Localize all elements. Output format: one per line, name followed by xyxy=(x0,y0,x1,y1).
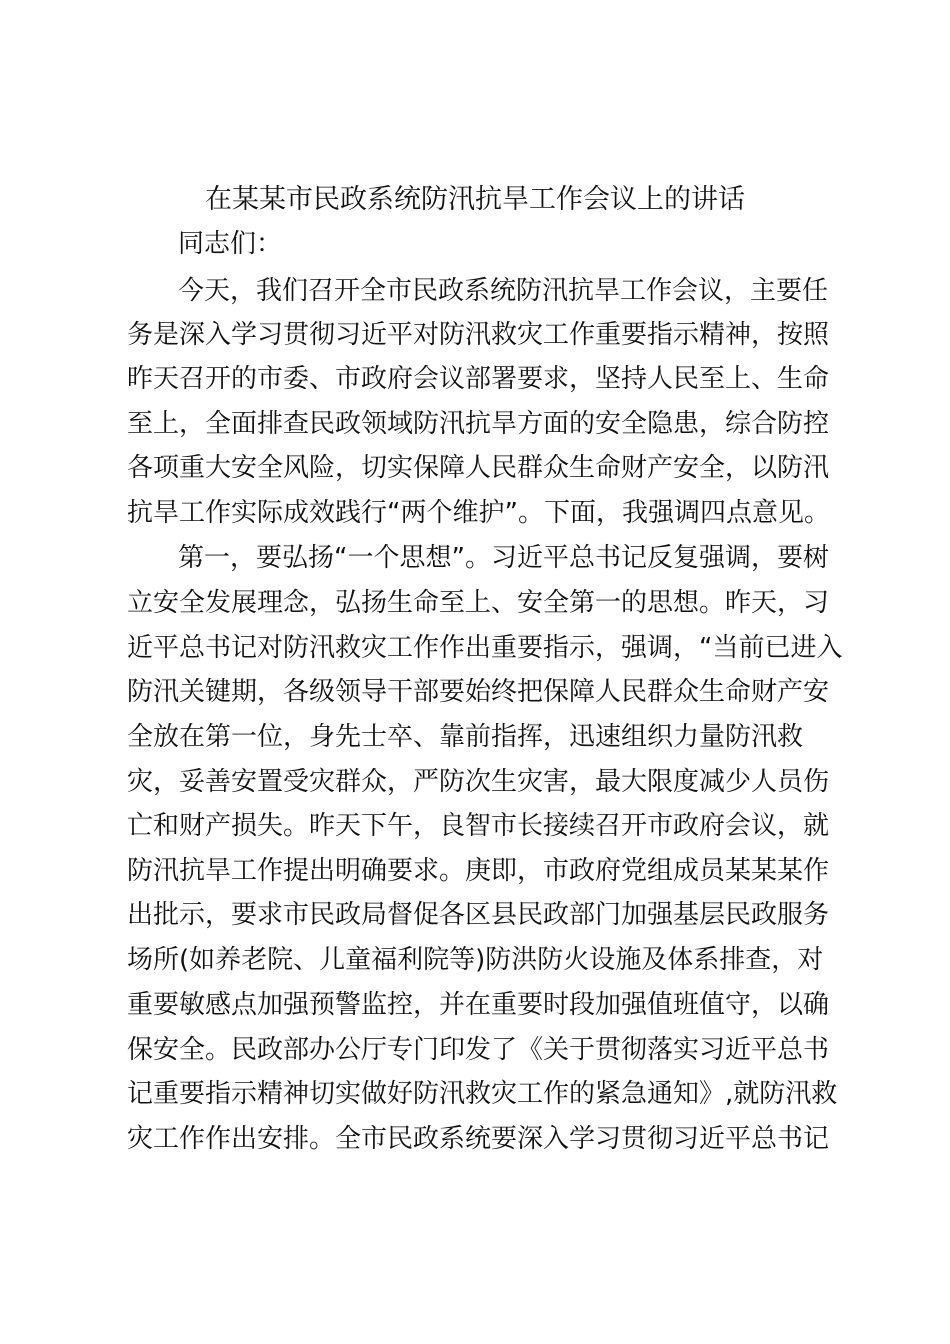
text-line: 出批示，要求市民政局督促各区县民政部门加强基层民政服务 xyxy=(127,900,830,930)
text-line: 至上，全面排查民政领域防汛抗旱方面的安全隐患，综合防控 xyxy=(127,409,830,439)
text-line: 今天，我们召开全市民政系统防汛抗旱工作会议，主要任 xyxy=(178,276,829,306)
text-line: 记重要指示精神切实做好防汛救灾工作的紧急通知》,就防汛救 xyxy=(127,1079,838,1109)
text-line: 防汛关键期，各级领导干部要始终把保障人民群众生命财产安 xyxy=(127,677,830,707)
text-line: 昨天召开的市委、市政府会议部署要求，坚持人民至上、生命 xyxy=(127,364,830,394)
text-line: 全放在第一位，身先士卒、靠前指挥，迅速组织力量防汛救 xyxy=(127,722,804,752)
text-line: 灾，妥善安置受灾群众，严防次生灾害，最大限度减少人员伤 xyxy=(127,767,830,797)
text-line: 防汛抗旱工作提出明确要求。庚即，市政府党组成员某某某作 xyxy=(127,856,830,886)
text-line: 务是深入学习贯彻习近平对防汛救灾工作重要指示精神，按照 xyxy=(127,320,830,350)
text-line: 场所(如养老院、儿童福利院等)防洪防火设施及体系排查，对 xyxy=(127,945,824,975)
text-line: 重要敏感点加强预警监控，并在重要时段加强值班值守，以确 xyxy=(127,990,830,1020)
text-line: 灾工作作出安排。全市民政系统要深入学习贯彻习近平总书记 xyxy=(127,1124,830,1154)
document-title: 在某某市民政系统防汛抗旱工作会议上的讲话 xyxy=(205,184,745,215)
salutation: 同志们： xyxy=(178,229,283,259)
text-line: 近平总书记对防汛救灾工作作出重要指示，强调，“当前已进入 xyxy=(127,633,843,663)
text-line: 立安全发展理念，弘扬生命至上、安全第一的思想。昨天，习 xyxy=(127,588,830,618)
text-line: 第一，要弘扬“一个思想”。习近平总书记反复强调，要树 xyxy=(178,543,829,573)
text-line: 各项重大安全风险，切实保障人民群众生命财产安全，以防汛 xyxy=(127,453,830,483)
text-line: 保安全。民政部办公厅专门印发了《关于贯彻落实习近平总书 xyxy=(127,1035,830,1065)
text-line: 抗旱工作实际成效践行“两个维护”。下面，我强调四点意见。 xyxy=(127,498,830,528)
text-line: 亡和财产损失。昨天下午，良智市长接续召开市政府会议，就 xyxy=(127,811,830,841)
